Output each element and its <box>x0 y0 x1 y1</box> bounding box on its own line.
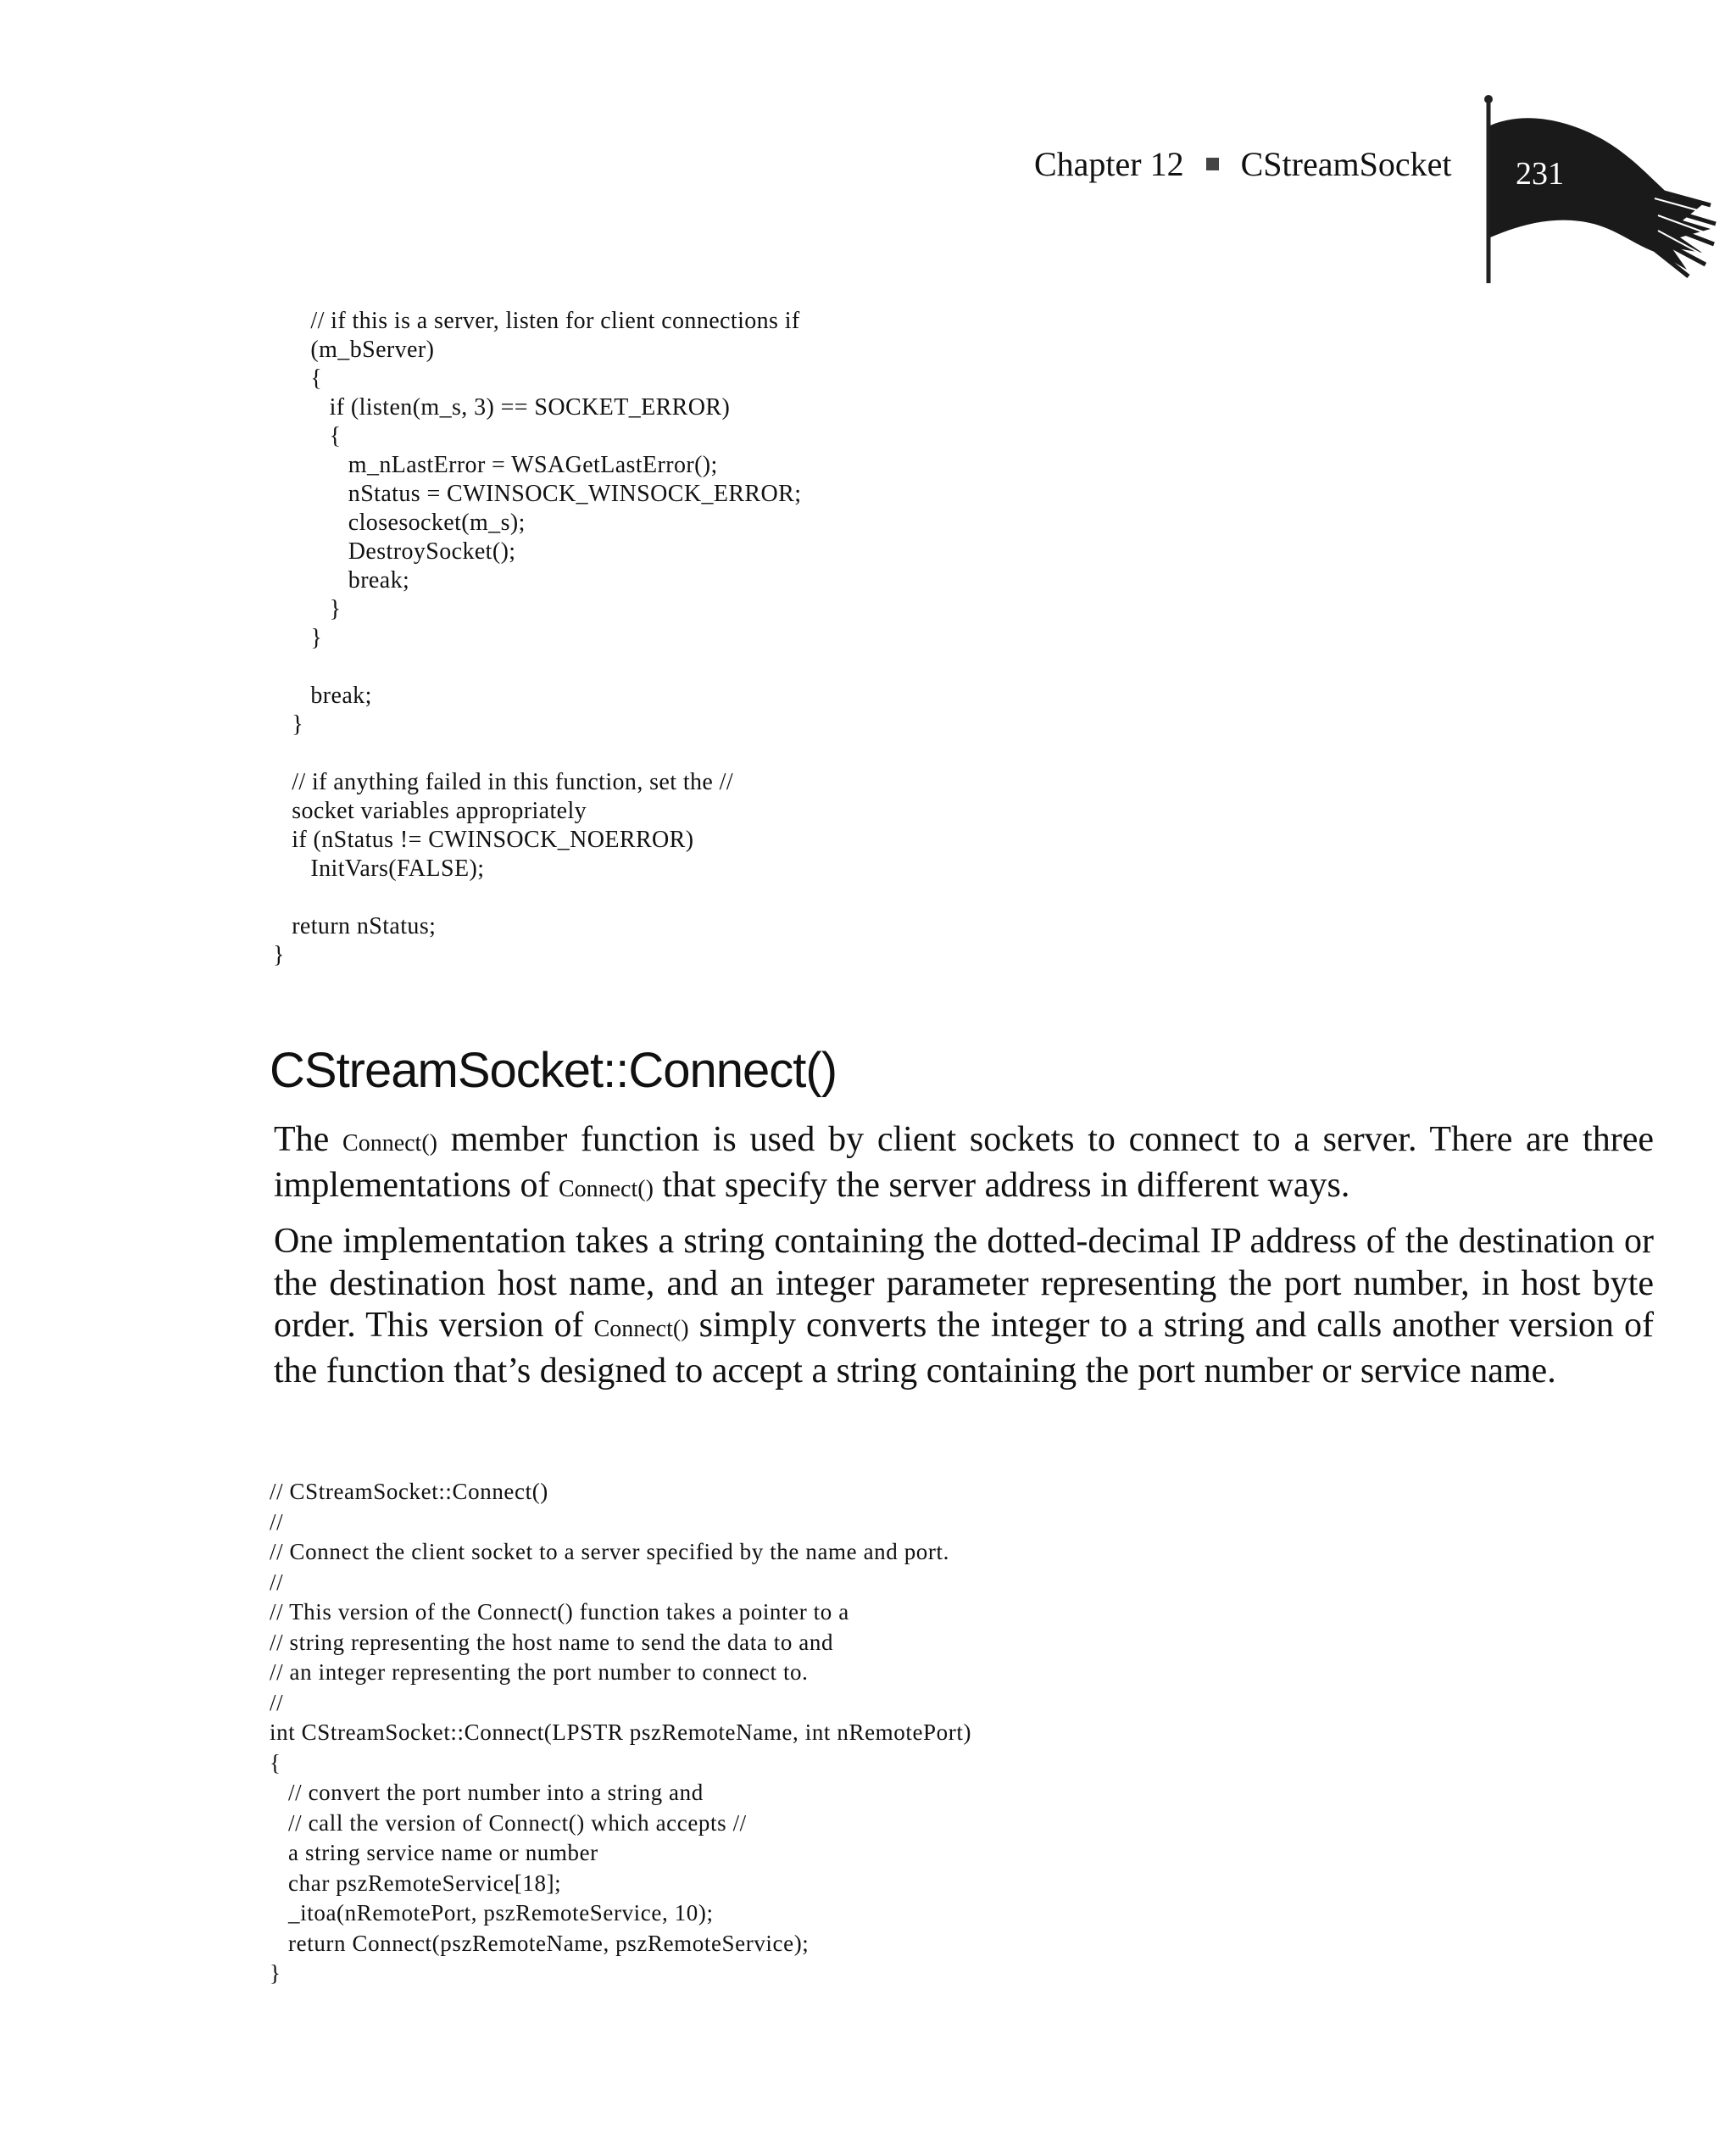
page-number: 231 <box>1516 156 1564 192</box>
paragraph-text: One implementation takes a string containing the dotted-decimal IP address of the destination or the destination host name, and an integer parameter representing the port number, in host byte order. This version of <box>274 1222 1654 1345</box>
chapter-title: CStreamSocket <box>1240 145 1452 183</box>
code-listing-connect: // CStreamSocket::Connect() // // Connect the client socket to a server specified by the name and port. // // This version of the Connect() function takes a pointer to a // string representing the host name to send the data to and // an integer representing the port number to connect to. // int CStreamSocket::Connect(LPSTR pszRemoteName, int nRemotePort) { // convert the port number into a string and // call the version of Connect() which accepts // a string service name or number char pszRemoteService[18]; _itoa(nRemotePort, pszRemoteService, 10); return Connect(pszRemoteName, pszRemoteService); } <box>270 1479 972 1986</box>
running-header <box>1034 144 1451 185</box>
inline-code: Connect() <box>342 1130 437 1156</box>
section-heading: CStreamSocket::Connect() <box>270 1043 837 1098</box>
inline-code: Connect() <box>558 1175 654 1202</box>
waving-flag-icon <box>1475 95 1721 286</box>
code-listing-listen: // if this is a server, listen for client connections if (m_bServer) { if (listen(m_s, 3) == SOCKET_ERROR) { m_nLastError = WSAGetLastError(); nStatus = CWINSOCK_WINSOCK_ERROR; closesocket(m_s); DestroySocket(); break; } } break; } // if anything failed in this function, set the // socket variables appropriately if (nStatus != CWINSOCK_NOERROR) InitVars(FALSE); return nStatus; } <box>273 308 802 968</box>
paragraph-text: that specify the server address in different ways. <box>653 1165 1350 1205</box>
paragraph-text: simply converts the integer to a string and calls another version of the function that’s designed to accept a string containing the port number or service name. <box>274 1306 1654 1391</box>
paragraph-text: The <box>274 1120 343 1159</box>
paragraph-text: member function is used by client sockets to connect to a server. There are three implementations of <box>274 1120 1654 1205</box>
chapter-label: Chapter 12 <box>1034 145 1184 183</box>
square-bullet-icon <box>1206 158 1219 170</box>
body-paragraph-2 <box>274 1221 1654 1392</box>
body-paragraph-1 <box>274 1119 1654 1210</box>
inline-code: Connect() <box>593 1316 689 1342</box>
